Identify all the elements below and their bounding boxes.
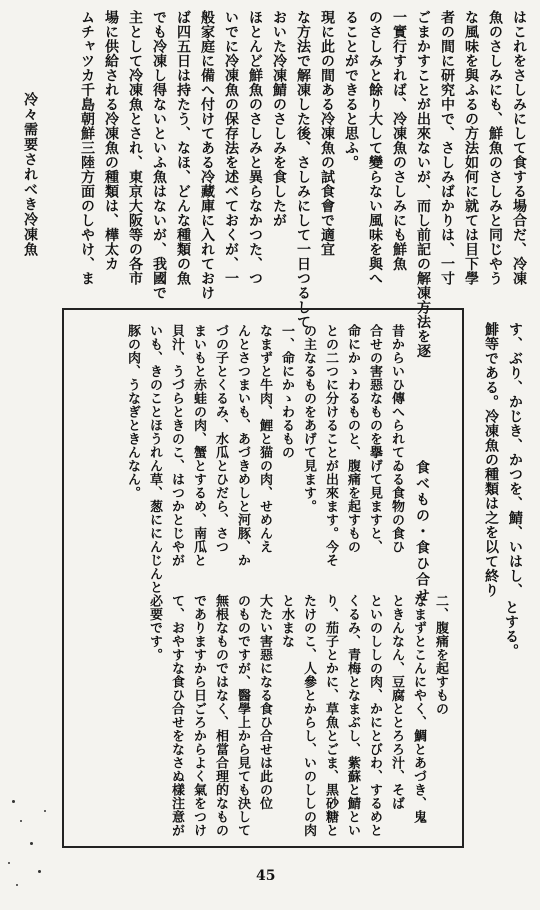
text-column: ば四五日は持たう、なほ、どんな種類の魚 <box>175 10 191 286</box>
text-column: いでに冷凍魚の保存法を述べておくが、一 <box>223 10 239 286</box>
text-column: と水まな <box>279 594 294 648</box>
text-column: 無根なものではなく、相當合理的なもの <box>213 594 228 837</box>
text-column: ときんなん、豆腐ととろろ汁、そば <box>389 594 404 810</box>
text-column: 主として冷凍魚とされ、東京大阪等の各市 <box>127 10 143 286</box>
text-column: 合せの害惡なものを擧げて見ますと、 <box>367 324 382 554</box>
text-column: 魚のさしみにも、鮮魚のさしみと同じやう <box>487 10 503 286</box>
text-column: づの子とくるみ、水瓜とひだら、さつ <box>213 324 228 554</box>
text-column: 二、腹痛を起すもの <box>433 594 448 716</box>
text-column: の主なるものをあげて見ます。 <box>301 324 316 513</box>
text-column: でありますから日ごろからよく氣をつけ <box>191 594 206 837</box>
text-column: おいた冷凍鯖のさしみを食したが <box>271 10 287 228</box>
section-heading: 冷々需要されべき冷凍魚 <box>22 92 38 257</box>
article-title: 食べもの・食ひ合せ <box>414 460 430 604</box>
text-column: な方法で解凍した後、さしみにして一日つるして <box>295 10 311 329</box>
text-column: す、ぶり、かじき、かつを、鯖、いはし、 <box>507 322 523 598</box>
text-column: ごまかすことが出來ないが、而し前記の解凍方法を逐 <box>415 10 431 358</box>
text-column: り、茄子とかに、草魚とごま、黒砂糖と <box>323 594 338 837</box>
text-column: まいもと赤蛙の肉、蟹とするめ、南瓜と <box>191 324 206 567</box>
text-column: なまずとこんにやく、鯛とあづき、鬼 <box>411 594 426 824</box>
text-column: ることができると思ふ。 <box>343 10 359 170</box>
text-column: なまずと牛肉、鯉と猫の肉、せめんえ <box>257 324 272 554</box>
text-column: のさしみと餘り大して變らない風味を與へ <box>367 10 383 286</box>
text-column: 般家庭に備へ付けてある冷藏庫に入れておけ <box>199 10 215 300</box>
text-column: 一、命にかゝわるもの <box>279 324 294 459</box>
text-column: 現に此の間ある冷凍魚の試食會で適宜 <box>319 10 335 257</box>
text-column: 一實行すれば、冷凍魚のさしみにも鮮魚 <box>391 10 407 271</box>
text-column: いも、きのことほうれん草、葱ににんじんと <box>147 324 162 594</box>
text-column: ほとんど鮮魚のさしみと異らなかつた、つ <box>247 10 263 286</box>
page-number: 45 <box>256 868 276 884</box>
text-column: 者の間に研究中で、さしみばかりは、一寸 <box>439 10 455 286</box>
text-column: んとさつまいも、あづきめしと河豚、か <box>235 324 250 567</box>
text-column: 豚の肉、うなぎときんなん。 <box>125 324 140 500</box>
text-column: はこれをさしみにして食する場合だ、冷凍 <box>511 10 527 286</box>
text-column: 鯡等である。冷凍魚の種類は之を以て終り <box>483 322 499 598</box>
text-column: といのししの肉、かにとびわ、するめと <box>367 594 382 837</box>
text-column: 命にかゝわるものと、腹痛を起すもの <box>345 324 360 554</box>
text-column: 必要です。 <box>147 594 162 662</box>
text-column: 大たい害惡になる食ひ合せは此の位 <box>257 594 272 810</box>
text-column: な風味を與ふるの方法如何に就ては目下學 <box>463 10 479 286</box>
text-column: て、おやすな食ひ合せをなさぬ樣注意が <box>169 594 184 837</box>
text-column: 場に供給される冷凍魚の種類は、樺太カ <box>103 10 119 271</box>
text-column: のものですが、醫學上から見ても決して <box>235 594 250 837</box>
text-column: との二つに分けることが出來ます。今そ <box>323 324 338 567</box>
text-column: ムチャツカ千島朝鮮三陸方面のしやけ、ま <box>79 10 95 286</box>
text-column: くるみ、青梅となまぶし、紫蘇と鯖とい <box>345 594 360 837</box>
boxed-article <box>62 308 464 848</box>
text-column: 昔からいひ傳へられてゐる食物の食ひ <box>389 324 404 554</box>
text-column: 貝汁、うづらときのこ、はつかとじやが <box>169 324 184 567</box>
text-column: とする。 <box>503 600 519 658</box>
text-column: でも冷凍し得ないといふ魚はないが、我國で <box>151 10 167 300</box>
text-column: たけのこ、人參とからし、いのししの肉 <box>301 594 316 837</box>
